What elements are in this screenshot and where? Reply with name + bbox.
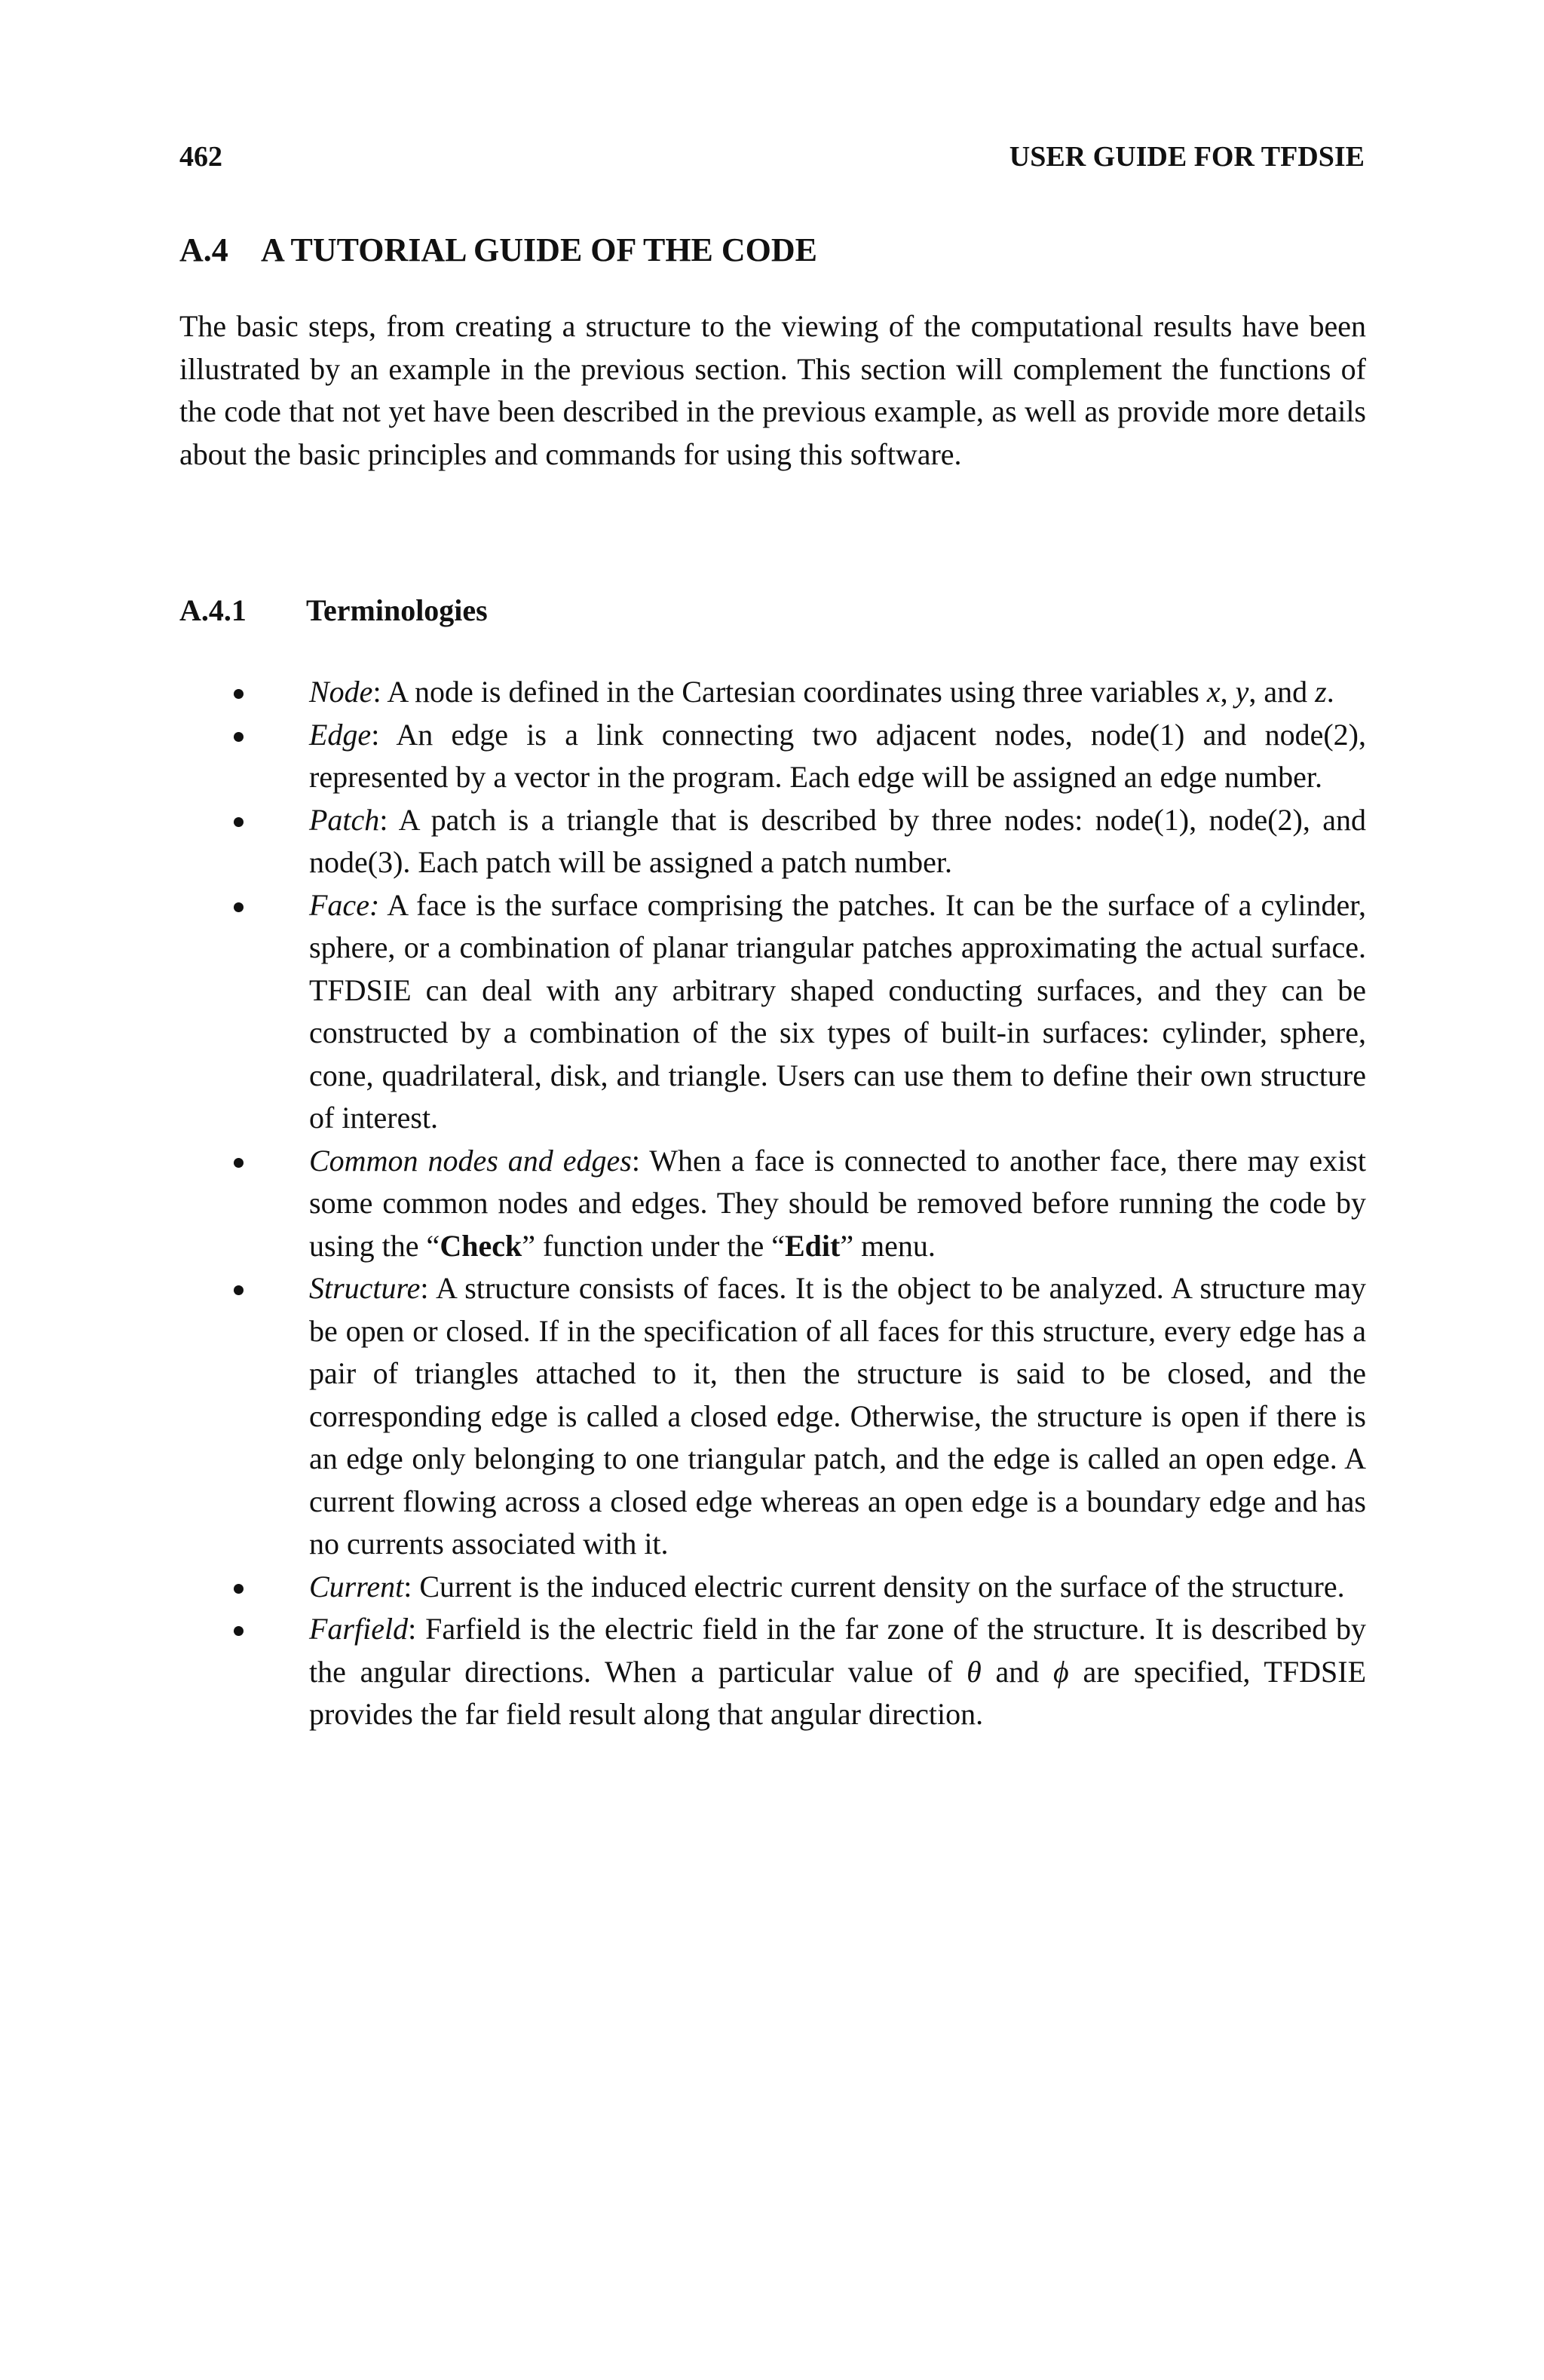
subsection-title: Terminologies [306,593,488,627]
and-word: and [981,1654,1054,1689]
definition-current: : Current is the induced electric current density on the surface of the structure. [403,1569,1345,1604]
running-title: USER GUIDE FOR TFDSIE [1009,141,1365,173]
var-y: y [1235,675,1249,709]
definition-node-a: : A node is defined in the Cartesian coordinates using three variables [372,675,1207,709]
intro-paragraph: The basic steps, from creating a structure to the viewing of the computational results have been illustrated by an example in the previous section. This section will complement the functions of the code that not yet have been described in the previous example, as well as provide more details about the basic principles and commands for using this software. [179,309,1366,471]
term-farfield: Farfield [309,1612,409,1646]
bullet-icon [234,1626,244,1636]
definition-node-b: . [1326,675,1334,709]
bullet-icon [234,1158,244,1168]
definition-common-b: ” function under the “ [522,1228,785,1263]
term-patch: Patch [309,802,380,837]
var-z: z [1315,675,1327,709]
list-item-edge [179,714,1366,799]
sep-2: , and [1248,675,1316,709]
term-current: Current [309,1569,404,1604]
list-item-structure [179,1267,1366,1566]
list-item-current [179,1566,1366,1609]
definition-edge: : An edge is a link connecting two adjacent nodes, node(1) and node(2), represented by a vector in the program. Each edge will be assigned an edge number. [309,717,1366,794]
term-face: Face: [309,887,380,922]
edit-menu-name: Edit [784,1228,841,1263]
subsection-heading [179,593,488,628]
definition-patch: : A patch is a triangle that is described by three nodes: node(1), node(2), and node(3). Each patch will be assigned a patch number. [309,802,1366,879]
term-edge: Edge [309,717,372,752]
section-title: A TUTORIAL GUIDE OF THE CODE [261,231,818,268]
var-x: x [1206,675,1221,709]
definition-structure: : A structure consists of faces. It is the object to be analyzed. A structure may be open or closed. If in the specification of all faces for this structure, every edge has a pair of triangles attached to it, then the structure is said to be closed, and the corresponding edge is called a closed edge. Otherwise, the structure is open if there is an edge only belonging to one triangular patch, and the edge is called an open edge. A current flowing across a closed edge whereas an open edge is a boundary edge and has no currents associated with it. [309,1271,1366,1561]
list-item-farfield [179,1608,1366,1736]
term-common-nodes-edges: Common nodes and edges [309,1143,632,1178]
bullet-icon [234,902,244,912]
phi-symbol: ϕ [1053,1654,1069,1689]
term-structure: Structure [309,1271,421,1305]
bullet-icon [234,689,244,699]
bullet-icon [234,1285,244,1295]
terminology-list [179,671,1366,1736]
definition-farfield-a: : Farfield is the electric field in the far zone of the structure. It is described by the angular directions. When a particular value of [309,1612,1366,1689]
bullet-icon [234,817,244,827]
section-number: A.4 [179,231,228,268]
definition-face: A face is the surface comprising the patches. It can be the surface of a cylinder, sphere, or a combination of planar triangular patches approximating the actual surface. TFDSIE can deal with any arbitrary shaped conducting surfaces, and they can be constructed by a combination of the six types of built-in surfaces: cylinder, sphere, cone, quadrilateral, disk, and triangle. Users can use them to define their own structure of interest. [309,887,1366,1135]
list-item-node [179,671,1366,714]
definition-farfield-b: are specified, TFDSIE provides the far field result along that angular direction. [309,1654,1367,1731]
definition-common-c: ” menu. [840,1228,936,1263]
sep-1: , [1220,675,1236,709]
list-item-common-nodes-edges [179,1140,1366,1268]
page-number: 462 [179,141,222,173]
bullet-icon [234,1584,244,1594]
term-node: Node [309,675,373,709]
subsection-number: A.4.1 [179,593,247,627]
theta-symbol: θ [967,1654,982,1689]
check-command: Check [440,1228,522,1263]
list-item-face [179,884,1366,1140]
section-heading [179,231,817,269]
list-item-patch [179,799,1366,884]
running-head [179,140,1365,178]
definition-common-a: : When a face is connected to another face, there may exist some common nodes and edges. They should be removed before running the code by using the “ [309,1143,1366,1263]
bullet-icon [234,732,244,742]
